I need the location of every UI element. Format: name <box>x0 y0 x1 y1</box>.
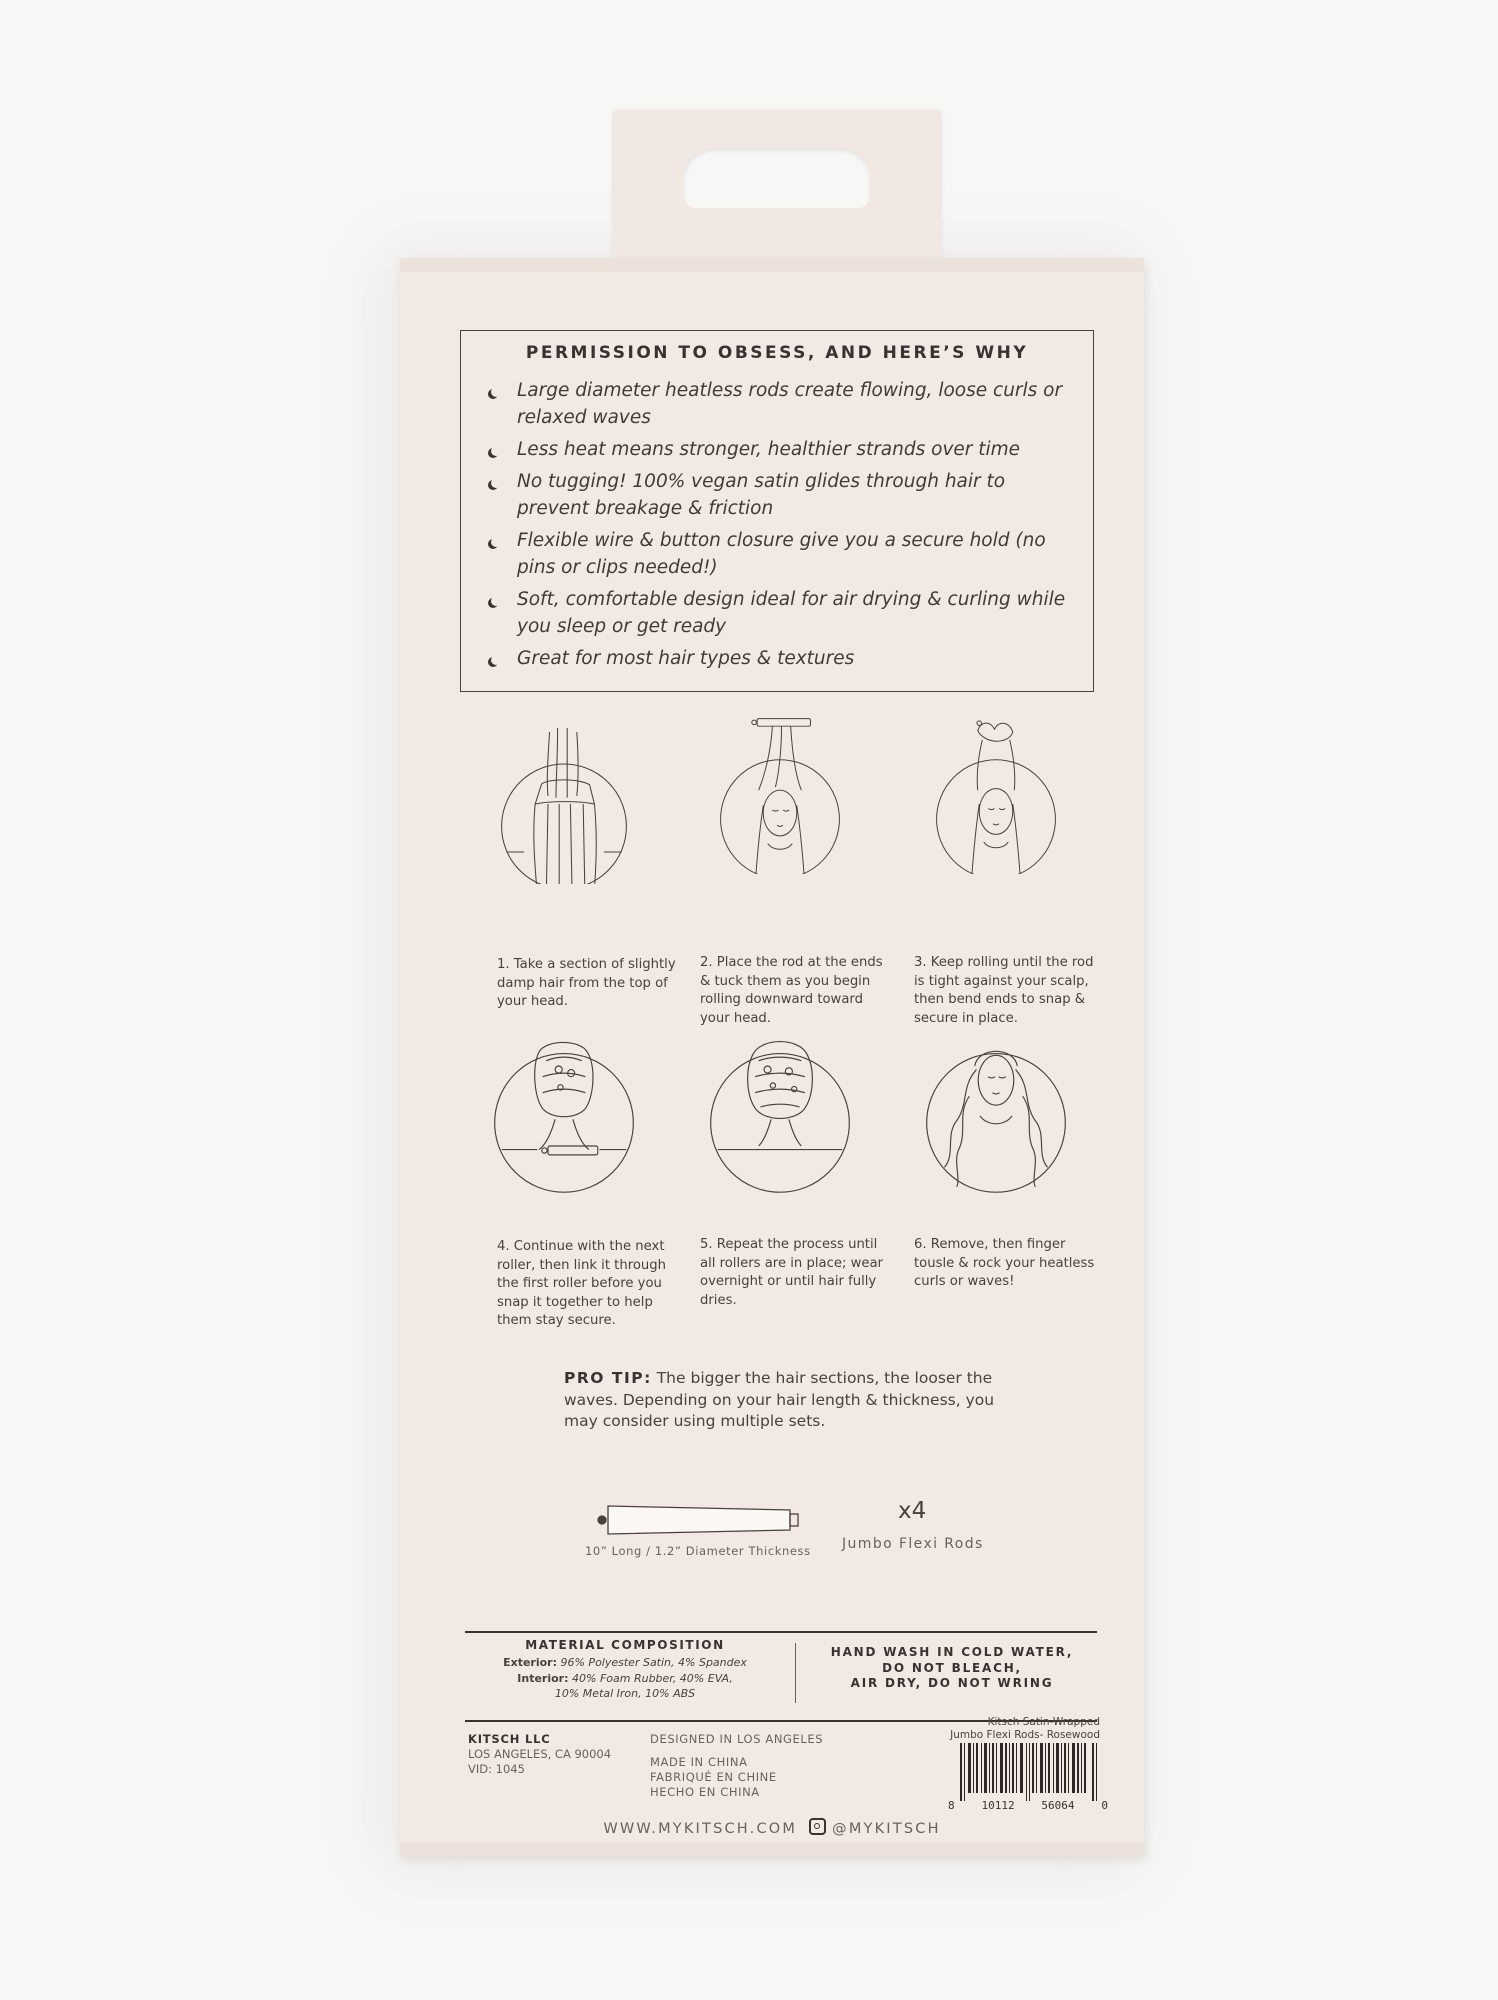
hang-hole <box>684 148 870 208</box>
step-2-text: 2. Place the rod at the ends & tuck them as you begin rolling downward toward your head. <box>700 955 883 1026</box>
barcode-digit-group: 10112 <box>981 1799 1015 1812</box>
step-1-text: 1. Take a section of slightly damp hair from the top of your head. <box>497 957 676 1009</box>
interior-value-2: 10% Metal Iron, 10% ABS <box>554 1687 696 1700</box>
origin-info <box>650 1732 823 1800</box>
product-box-back <box>400 258 1144 1856</box>
made-in-es: HECHO EN CHINA <box>650 1785 760 1799</box>
moon-bullet-icon <box>491 537 501 547</box>
step-4-text: 4. Continue with the next roller, then link it through the first roller before you snap it together to help them stay secure. <box>497 1239 666 1328</box>
features-title: PERMISSION TO OBSESS, AND HERE’S WHY <box>525 343 1029 363</box>
info-rule-top <box>465 1631 1097 1633</box>
feature-text: Soft, comfortable design ideal for air drying & curling while you sleep or get ready <box>517 589 1066 637</box>
feature-item <box>491 468 1071 522</box>
feature-item <box>491 645 1071 672</box>
step-1-illustration <box>484 724 644 884</box>
product-name-line: Jumbo Flexi Rods- Rosewood <box>950 1729 1100 1741</box>
feature-text: Flexible wire & button closure give you a secure hold (no pins or clips needed!) <box>517 530 1046 578</box>
care-line: HAND WASH IN COLD WATER, <box>830 1645 1074 1659</box>
exterior-label: Exterior: <box>503 1656 557 1669</box>
hang-tab <box>612 110 942 280</box>
company-info <box>468 1732 611 1777</box>
step-5-text: 5. Repeat the process until all rollers are in place; wear overnight or until hair fully dries. <box>700 1237 883 1308</box>
box-bottom-flap <box>400 1842 1144 1856</box>
care-line: AIR DRY, DO NOT WRING <box>850 1676 1054 1690</box>
step-3-text: 3. Keep rolling until the rod is tight against your scalp, then bend ends to snap & secure in place. <box>914 955 1094 1026</box>
barcode-digit-group: 56064 <box>1041 1799 1075 1812</box>
feature-item <box>491 436 1071 463</box>
feature-text: Large diameter heatless rods create flowing, loose curls or relaxed waves <box>517 380 1063 428</box>
flexi-rod-icon <box>590 1498 810 1542</box>
feature-text: Great for most hair types & textures <box>517 648 855 669</box>
care-instructions <box>812 1645 1092 1692</box>
feature-item <box>491 586 1071 640</box>
footer-links <box>400 1818 1144 1837</box>
moon-bullet-icon <box>491 387 501 397</box>
rod-name: Jumbo Flexi Rods <box>842 1536 984 1552</box>
features-panel <box>460 330 1094 692</box>
company-vid: VID: 1045 <box>468 1762 525 1776</box>
pro-tip-text: The bigger the hair sections, the looser the waves. Depending on your hair length & thickness, you may consider using multiple sets. <box>564 1369 995 1430</box>
made-in-en: MADE IN CHINA <box>650 1755 748 1769</box>
step-3-illustration <box>916 714 1076 874</box>
barcode-digit-group: 8 <box>948 1799 955 1812</box>
care-line: DO NOT BLEACH, <box>882 1660 1022 1675</box>
moon-bullet-icon <box>491 478 501 488</box>
instagram-handle: @MYKITSCH <box>832 1821 941 1837</box>
rod-quantity: x4 <box>898 1498 927 1524</box>
feature-item <box>491 377 1071 431</box>
step-6-illustration <box>916 1034 1076 1194</box>
pro-tip-label: PRO TIP: <box>564 1369 652 1387</box>
info-divider <box>795 1643 796 1703</box>
material-title: MATERIAL COMPOSITION <box>525 1638 725 1652</box>
barcode <box>960 1743 1100 1801</box>
feature-list <box>491 377 1071 672</box>
barcode-digits <box>948 1799 1108 1812</box>
moon-bullet-icon <box>491 446 501 456</box>
step-4-illustration <box>484 1034 644 1194</box>
product-name-line: Kitsch Satin-Wrapped <box>987 1716 1100 1728</box>
exterior-value: 96% Polyester Satin, 4% Spandex <box>560 1656 747 1669</box>
product-name <box>920 1716 1100 1742</box>
rod-dimensions: 10” Long / 1.2” Diameter Thickness <box>585 1544 811 1558</box>
company-city: LOS ANGELES, CA 90004 <box>468 1747 612 1761</box>
feature-text: Less heat means stronger, healthier strands over time <box>517 439 1021 460</box>
pro-tip <box>564 1368 1024 1433</box>
barcode-digit-group: 0 <box>1101 1799 1108 1812</box>
moon-bullet-icon <box>491 596 501 606</box>
step-2-illustration <box>700 714 860 874</box>
instagram-icon <box>809 1818 826 1835</box>
interior-label: Interior: <box>517 1671 569 1685</box>
interior-value-1: 40% Foam Rubber, 40% EVA, <box>572 1671 733 1685</box>
moon-bullet-icon <box>491 655 501 665</box>
website-text: WWW.MYKITSCH.COM <box>603 1821 798 1837</box>
company-name: KITSCH LLC <box>468 1732 551 1746</box>
box-top-flap <box>400 258 1144 272</box>
step-5-illustration <box>700 1034 860 1194</box>
feature-item <box>491 527 1071 581</box>
feature-text: No tugging! 100% vegan satin glides through hair to prevent breakage & friction <box>517 471 1006 519</box>
designed-in: DESIGNED IN LOS ANGELES <box>650 1732 824 1746</box>
material-lines <box>465 1655 785 1702</box>
step-6-text: 6. Remove, then finger tousle & rock your heatless curls or waves! <box>914 1237 1095 1289</box>
made-in-fr: FABRIQUÉ EN CHINE <box>650 1770 777 1784</box>
